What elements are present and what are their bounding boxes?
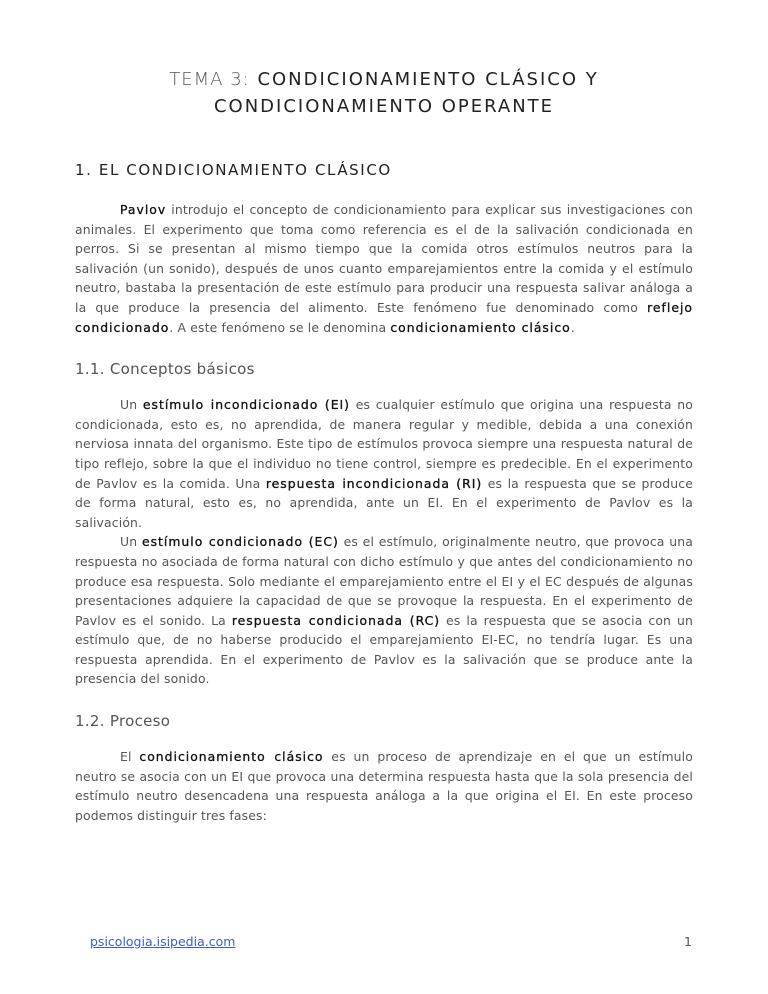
- page-number: 1: [684, 934, 692, 949]
- text: es un proceso de aprendizaje en el que un estímulo neutro se asocia con un EI que provoca una determina respuesta hasta que la sola presencia del estímulo neutro desencadena una respuesta análoga a la que origina el EI. En este proceso podemos distinguir tres fases:: [75, 749, 693, 823]
- footer-site-link[interactable]: psicologia.isipedia.com: [90, 934, 236, 949]
- document-body: [75, 66, 693, 825]
- text: es la respuesta que se produce de forma natural, esto es, no aprendida, ante un EI. En el experimento de Pavlov es la salivación.: [75, 475, 694, 530]
- title-line1: CONDICIONAMIENTO CLÁSICO Y: [249, 69, 599, 90]
- term: estímulo condicionado (EC): [141, 534, 339, 550]
- text: El: [120, 749, 140, 765]
- paragraph-conceptos: [75, 395, 693, 689]
- term: respuesta condicionada (RC): [231, 612, 441, 628]
- section-heading-1-1: 1.1. Conceptos básicos: [75, 360, 255, 379]
- term: Pavlov: [120, 202, 167, 217]
- section-heading-1-2: 1.2. Proceso: [75, 712, 171, 731]
- term: reflejo condicionado: [75, 299, 693, 335]
- term: condicionamiento clásico: [139, 749, 324, 765]
- text: es la respuesta que se asocia con un estímulo que, de no haberse producido el emparejamiento EI-EC, no tendría lugar. Es una respuesta aprendida. En el experimento de Pavlov es la salivación que se produce ante la presencia del sonido.: [75, 612, 693, 687]
- text: es el estímulo, originalmente neutro, que provoca una respuesta no asociada de forma natural con dicho estímulo y que antes del condicionamiento no produce esa respuesta. Solo mediante el emparejamiento entre el EI y el EC después de algunas presentaciones adquiere la capacidad de que se provoque la respuesta. En el experimento de Pavlov es el sonido. La: [75, 534, 694, 628]
- text: . A este fenómeno se le denomina: [169, 319, 391, 335]
- term: estímulo incondicionado (EI): [142, 397, 351, 413]
- title-line2: CONDICIONAMIENTO OPERANTE: [213, 96, 555, 117]
- term: condicionamiento clásico: [390, 319, 571, 335]
- document-title: [0, 66, 768, 120]
- text: introdujo el concepto de condicionamiento para explicar sus investigaciones con animales. El experimento que toma como referencia es el de la salivación condicionada en perros. Si se presentan al mismo tiempo que la comida otros estímulos neutros para la salivación (un sonido), después de unos cuanto emparejamientos entre la comida y el estímulo neutro, bastaba la presentación de este estímulo para producir una respuesta salivar análoga a la que produce la presencia del alimento. Este fenómeno fue denominado como: [75, 202, 693, 315]
- section-heading-1: 1. EL CONDICIONAMIENTO CLÁSICO: [75, 161, 392, 179]
- paragraph-proceso: [75, 747, 693, 825]
- text: .: [570, 319, 575, 335]
- text: es cualquier estímulo que origina una respuesta no condicionada, esto es, no aprendida, de manera regular y medible, debida a una conexión nerviosa innata del organismo. Este tipo de estímulos provoca siempre una respuesta natural de tipo reflejo, sobre la que el individuo no tiene control, siempre es predecible. En el experimento de Pavlov es la comida. Una: [75, 397, 693, 491]
- term: respuesta incondicionada (RI): [265, 475, 483, 491]
- title-prefix: TEMA 3:: [169, 69, 250, 90]
- paragraph-pavlov: [75, 200, 693, 337]
- text: Un: [120, 397, 143, 413]
- text: Un: [120, 534, 142, 550]
